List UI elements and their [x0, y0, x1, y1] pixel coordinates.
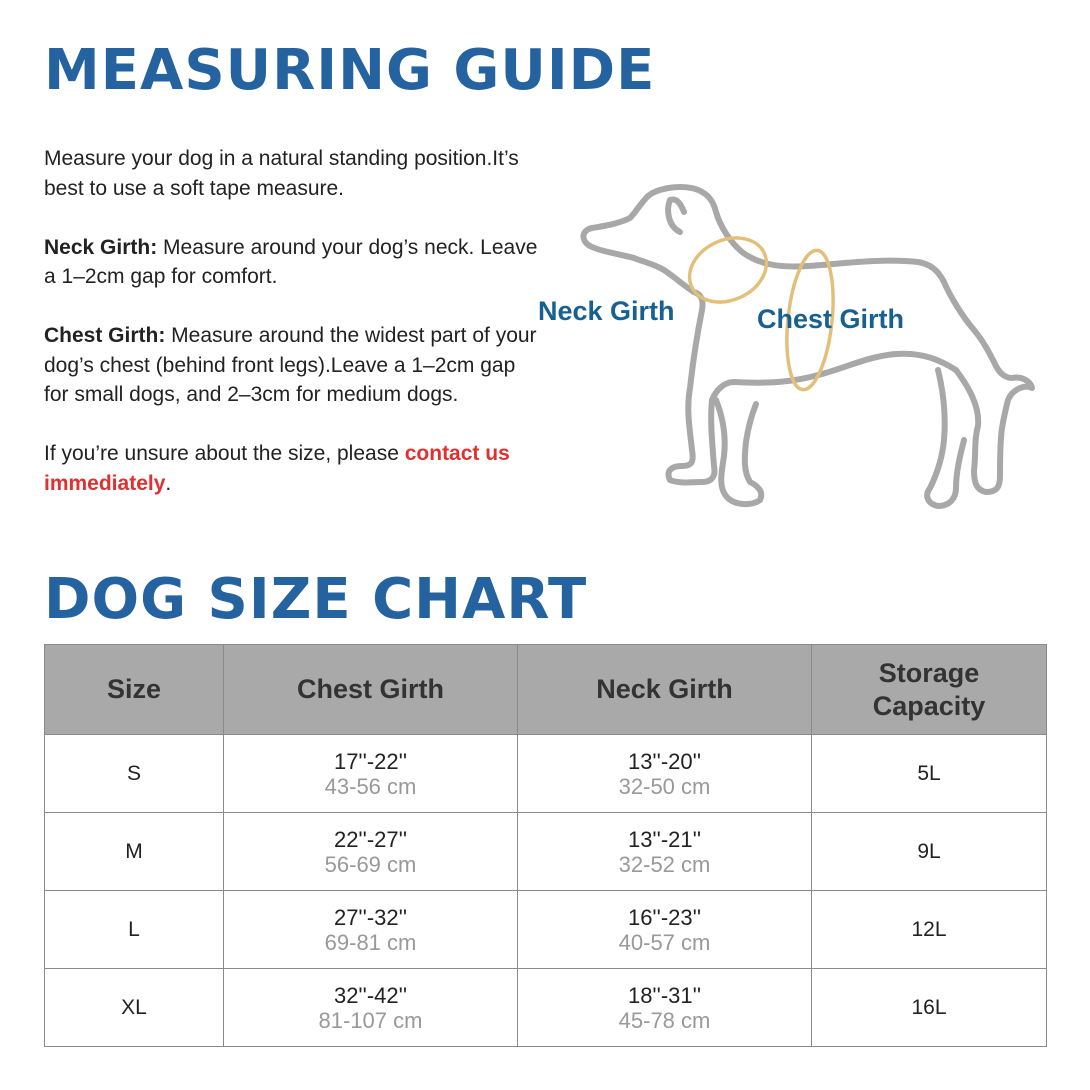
neck-cm: 45-78 cm [618, 1007, 711, 1033]
chest-inches: 22''-27'' [333, 826, 408, 852]
neck-girth-description: Measure around your dog’s neck. Leave a 1–2cm gap for comfort. [44, 235, 538, 288]
chest-cm: 43-56 cm [324, 773, 417, 799]
table-row [45, 735, 1047, 813]
intro-text: Measure your dog in a natural standing position.It’s best to use a soft tape measure. [44, 147, 519, 200]
header-size: Size [45, 645, 224, 735]
chest-girth-cell [224, 891, 518, 969]
neck-girth-cell [518, 969, 812, 1047]
dog-measurement-illustration [530, 170, 1050, 540]
neck-girth-label: Neck Girth [538, 296, 675, 326]
neck-cm: 40-57 cm [618, 929, 711, 955]
contact-prefix: If you’re unsure about the size, please [44, 442, 405, 465]
dog-size-table [44, 644, 1047, 1047]
chest-girth-cell [224, 735, 518, 813]
neck-instruction [44, 233, 544, 292]
measuring-instructions [44, 144, 544, 528]
chest-girth-cell [224, 813, 518, 891]
chest-inches: 27''-32'' [333, 904, 408, 930]
chest-girth-label: Chest Girth [757, 304, 905, 334]
chest-girth-description: Measure around the widest part of your dog’s chest (behind front legs).Leave a 1–2cm gap for small dogs, and 2–3cm for medium dogs. [44, 324, 537, 406]
chest-girth-term: Chest Girth: [44, 324, 166, 347]
neck-girth-term: Neck Girth: [44, 235, 158, 259]
neck-inches: 13''-21'' [627, 826, 702, 852]
table-row [45, 813, 1047, 891]
size-cell: S [45, 735, 224, 813]
contact-link[interactable]: contact us immediately [44, 442, 510, 495]
chest-inches: 32''-42'' [333, 982, 408, 1008]
header-neck-girth: Neck Girth [518, 645, 812, 735]
neck-girth-cell [518, 735, 812, 813]
neck-inches: 13''-20'' [627, 748, 702, 774]
dog-outline [583, 187, 1032, 506]
measuring-guide-title: MEASURING GUIDE [44, 38, 656, 103]
contact-note [44, 439, 544, 498]
neck-cm: 32-50 cm [618, 773, 711, 799]
dog-size-chart-title: DOG SIZE CHART [44, 567, 588, 632]
storage-cell: 9L [812, 813, 1047, 891]
chest-cm: 81-107 cm [318, 1007, 423, 1033]
storage-cell: 16L [812, 969, 1047, 1047]
storage-cell: 12L [812, 891, 1047, 969]
size-cell: M [45, 813, 224, 891]
neck-girth-cell [518, 891, 812, 969]
table-row [45, 969, 1047, 1047]
storage-cell: 5L [812, 735, 1047, 813]
chest-girth-cell [224, 969, 518, 1047]
size-cell: L [45, 891, 224, 969]
chest-cm: 69-81 cm [324, 929, 417, 955]
chest-instruction [44, 321, 544, 410]
neck-cm: 32-52 cm [618, 851, 711, 877]
neck-inches: 18''-31'' [627, 982, 702, 1008]
neck-inches: 16''-23'' [627, 904, 702, 930]
table-row [45, 891, 1047, 969]
header-storage-capacity: Storage Capacity [812, 645, 1047, 735]
chest-cm: 56-69 cm [324, 851, 417, 877]
header-chest-girth: Chest Girth [224, 645, 518, 735]
size-cell: XL [45, 969, 224, 1047]
chest-inches: 17''-22'' [333, 748, 408, 774]
neck-girth-cell [518, 813, 812, 891]
table-header-row [45, 645, 1047, 735]
contact-suffix: . [165, 471, 172, 495]
